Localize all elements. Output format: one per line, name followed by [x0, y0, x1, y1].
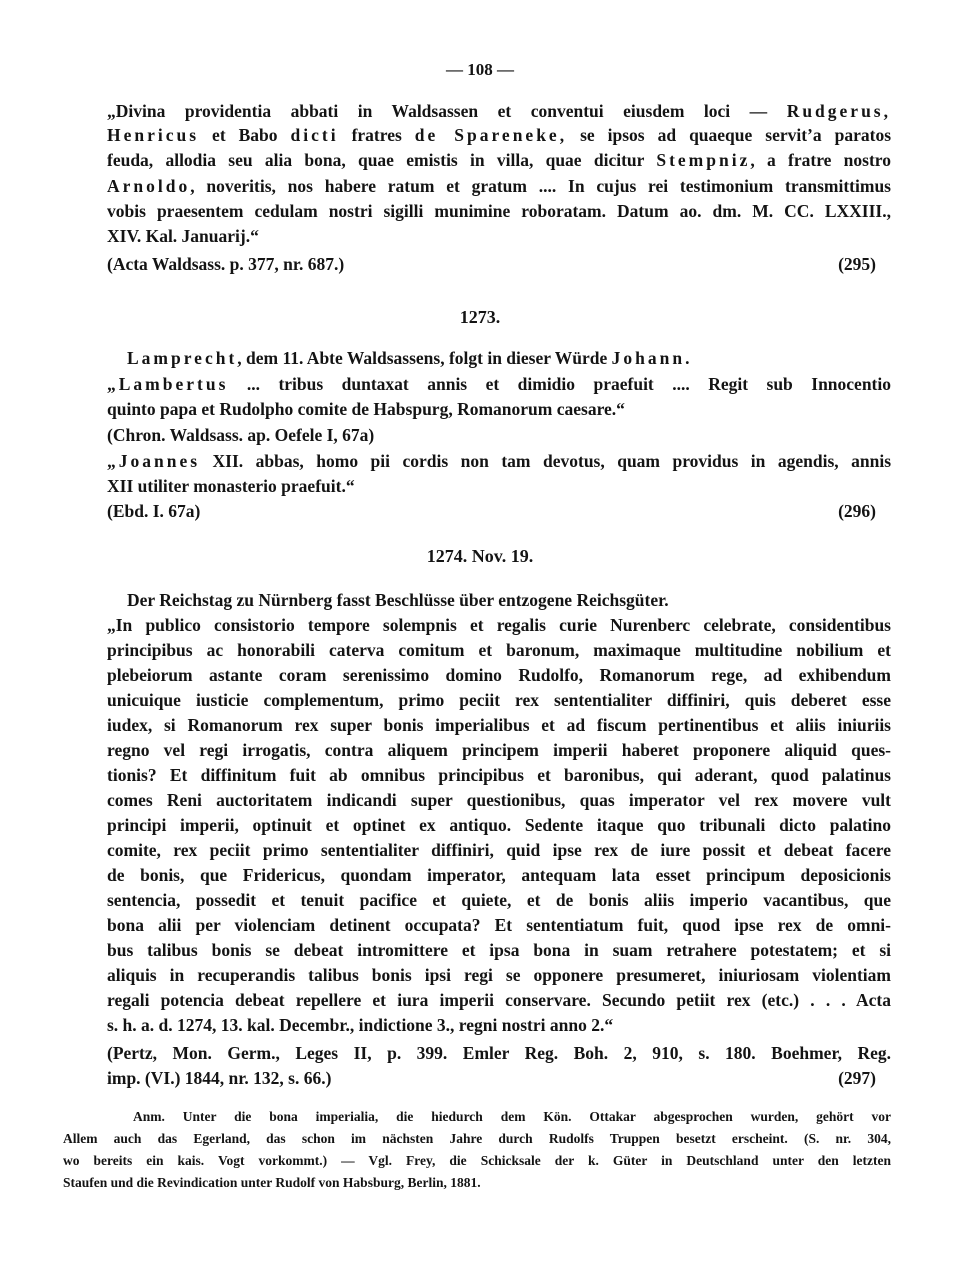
text-line	[107, 148, 891, 172]
text-line	[107, 99, 891, 123]
spaced-name: Johann.	[611, 348, 693, 368]
text-segment: fratres	[338, 125, 415, 145]
text-line	[107, 449, 891, 473]
text-segment: , noveritis, nos habere ratum et gratum .... In cujus rei testimonium transmittimus	[190, 176, 891, 196]
text-line: s. h. a. d. 1274, 13. kal. Decembr., indictione 3., regni nostri anno 2.“	[107, 1015, 614, 1035]
footnote-line: Staufen und die Revindication unter Rudolf von Habsburg, Berlin, 1881.	[63, 1175, 481, 1190]
source-citation: (Acta Waldsass. p. 377, nr. 687.)	[107, 254, 345, 274]
text-segment: et Babo	[199, 125, 291, 145]
source-citation: (Chron. Waldsass. ap. Oefele I, 67a)	[107, 425, 375, 445]
text-line: regno vel regi irrogatis, contra aliquem principem imperii haberet proponere aliquid ques-	[107, 740, 891, 760]
text-line: bona alii per violenciam detinent occupata? Et sententiatum fuit, quod ipse rex de omni-	[107, 915, 891, 935]
text-line: XIV. Kal. Januarij.“	[107, 226, 259, 246]
text-line: „In publico consistorio tempore solempnis et regalis curie Nurenberc celebrate, considentibus	[107, 615, 891, 635]
text-line: quinto papa et Rudolpho comite de Habspurg, Romanorum caesare.“	[107, 399, 625, 419]
text-line: unicuique iusticie complementum, primo peciit rex sententialiter diffiniri, quis deberet esse	[107, 690, 891, 710]
source-citation: (Pertz, Mon. Germ., Leges II, p. 399. Emler Reg. Boh. 2, 910, s. 180. Boehmer, Reg.	[107, 1043, 891, 1063]
text-line: principibus ac honorabili caterva comitum et baronum, maximaque multitudine nobilium et	[107, 640, 891, 660]
spaced-name: de Spareneke,	[414, 125, 568, 145]
spaced-name: Arnoldo	[107, 176, 191, 196]
text-line: regali potencia debeat repellere et iura imperii conservare. Secundo petiit rex (etc.) . . . Acta	[107, 990, 891, 1010]
spaced-name: Henricus	[107, 125, 200, 145]
source-citation: imp. (VI.) 1844, nr. 132, s. 66.)	[107, 1068, 332, 1088]
text-line: comite, rex peciit primo sententialiter diffiniri, quid ipse rex de iure possit et debeat facere	[107, 840, 891, 860]
text-line: bus talibus bonis se debeat intromittere et ipsa bona in suam retrahere potestatem; et si	[107, 940, 891, 960]
text-line: sentencia, possedit et tenuit pacifice et quiete, et de bonis aliis imperio vacantibus, que	[107, 890, 891, 910]
spaced-name: Lamprecht	[127, 348, 238, 368]
text-segment: „Divina providentia abbati in Waldsassen et conventui eiusdem loci —	[107, 101, 787, 121]
footnote-line: wo bereits ein kais. Vogt vorkommt.) — Vgl. Frey, die Schicksale der k. Güter in Deutschland unter den letzten	[63, 1153, 891, 1168]
year-heading: 1273.	[459, 307, 501, 327]
text-line: aliquis in recuperandis talibus bonis ipsi regi se opponere presumeret, iniuriosam violentiam	[107, 965, 891, 985]
spaced-name: dicti	[290, 125, 339, 145]
spaced-name: „Joannes	[107, 451, 201, 471]
spaced-name: Stempniz	[656, 150, 751, 170]
text-line: tionis? Et diffinitum fuit ab omnibus principibus et baronibus, qui aderant, quod palatinus	[107, 765, 891, 785]
text-segment: XII. abbas, homo pii cordis non tam devotus, quam providus in agendis, annis	[200, 451, 891, 471]
text-segment: , dem 11. Abte Waldsassens, folgt in dieser Würde	[237, 348, 612, 368]
text-line	[107, 174, 891, 198]
date-heading: 1274. Nov. 19.	[426, 546, 534, 566]
text-segment: se ipsos ad quaeque servit’a paratos	[567, 125, 892, 145]
text-segment: , a fratre nostro	[750, 150, 892, 170]
text-line	[107, 123, 891, 147]
document-number: (297)	[838, 1068, 876, 1088]
page-number: — 108 —	[446, 60, 514, 79]
text-segment: feuda, allodia seu alia bona, quae emistis in villa, quae dicitur	[107, 150, 657, 170]
text-line: comes Reni auctoritatem indicandi super questionibus, quas imperator vel rex movere vult	[107, 790, 891, 810]
source-citation: (Ebd. I. 67a)	[107, 501, 201, 521]
text-line: principi imperii, optinuit et optinet ex antiquo. Sedente itaque quo tribunali dicto palatino	[107, 815, 891, 835]
footnote-line: Allem auch das Egerland, das schon im nächsten Jahre durch Rudolfs Truppen besetzt erscheint. (S. nr. 304,	[63, 1131, 891, 1146]
text-segment: ... tribus duntaxat annis et dimidio praefuit .... Regit sub Innocentio	[228, 374, 891, 394]
text-line: iudex, si Romanorum rex super bonis imperialibus et ad fiscum pertinentibus et aliis iniuriis	[107, 715, 891, 735]
text-line: XII utiliter monasterio praefuit.“	[107, 476, 355, 496]
section-heading: Der Reichstag zu Nürnberg fasst Beschlüsse über entzogene Reichsgüter.	[127, 590, 669, 610]
text-line	[127, 346, 692, 370]
document-number: (296)	[838, 501, 876, 521]
text-line: plebeiorum astante coram serenissimo domino Rudolfo, Romanorum rege, ad exhibendum	[107, 665, 891, 685]
text-line: vobis praesentem cedulam nostri sigilli munimine roboratam. Datum ao. dm. M. CC. LXXIII.,	[107, 201, 891, 221]
spaced-name: Rudgerus,	[786, 101, 891, 121]
text-line: de bonis, que Fridericus, quondam imperator, antequam lata esset principum deposicionis	[107, 865, 891, 885]
footnote-line: Anm. Unter die bona imperialia, die hiedurch dem Kön. Ottakar abgesprochen wurden, gehört vor	[133, 1109, 891, 1124]
document-number: (295)	[838, 254, 876, 274]
text-line	[107, 372, 891, 396]
spaced-name: „Lambertus	[107, 374, 229, 394]
